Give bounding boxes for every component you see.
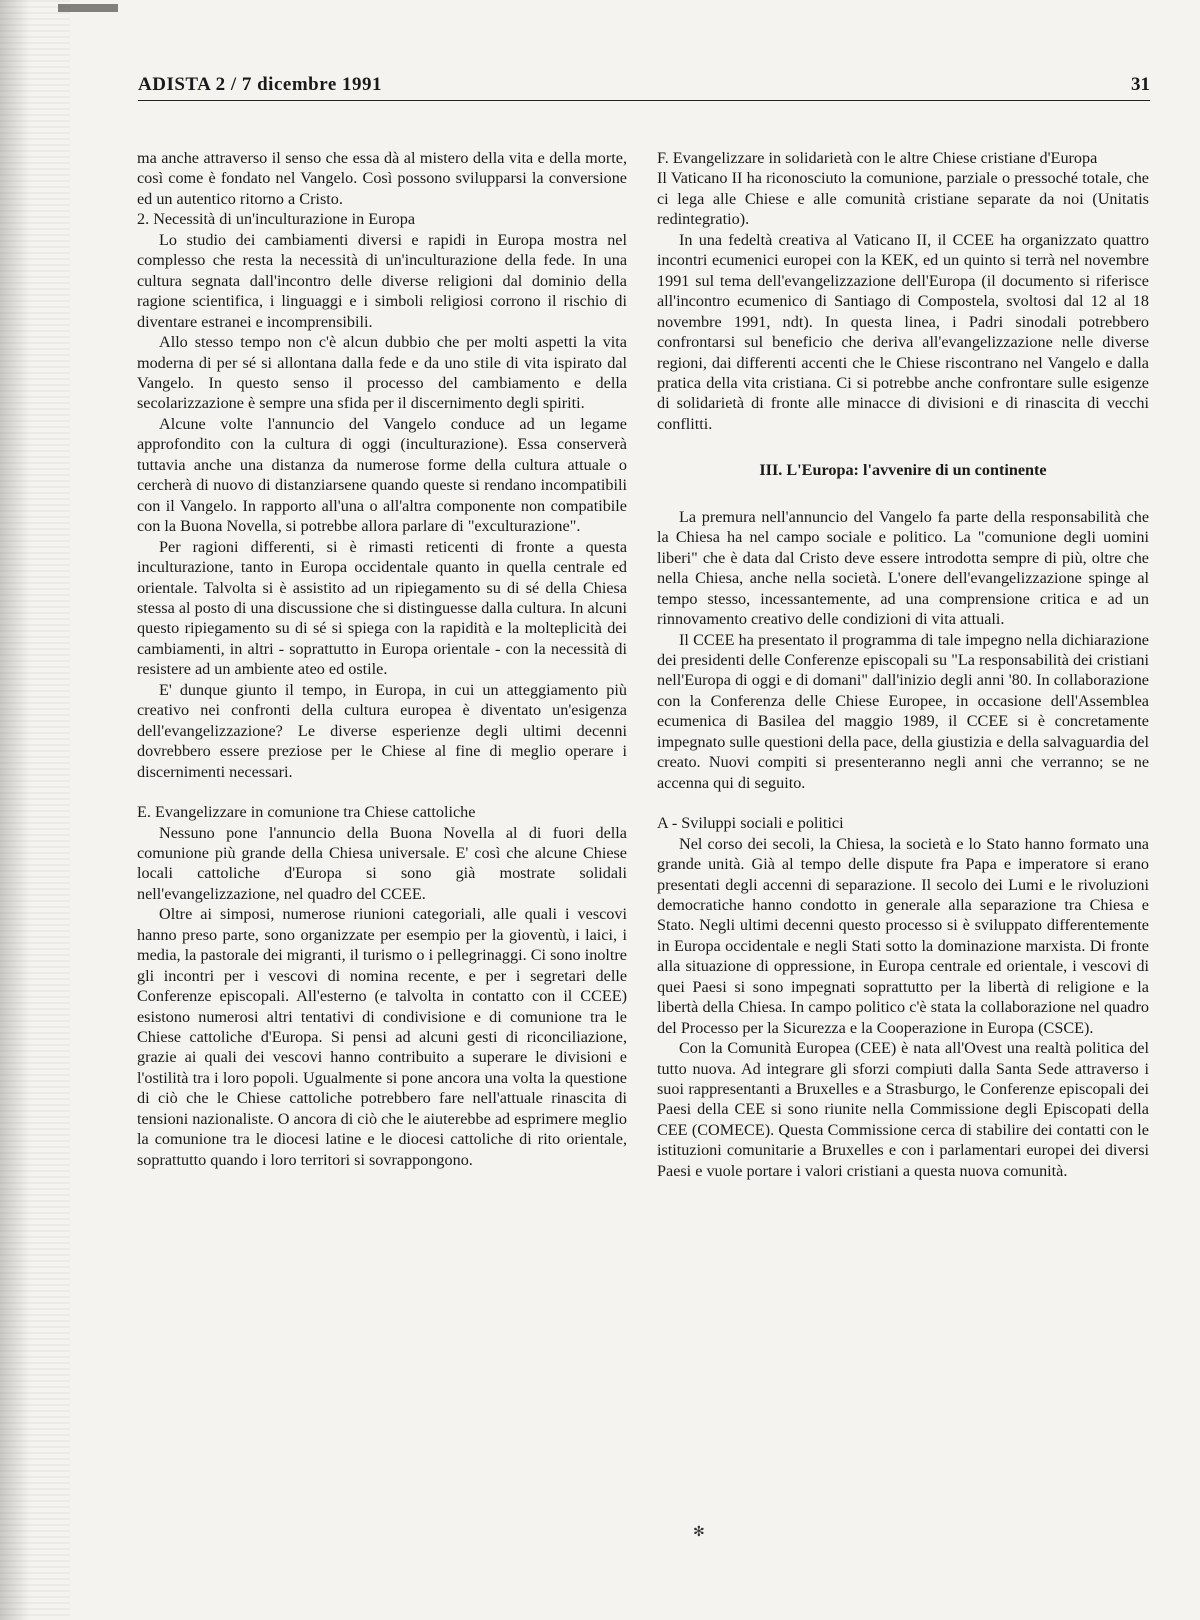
paragraph: Il Vaticano II ha riconosciuto la comunione, parziale o pressoché totale, che ci lega alle Chiese e alle comunità cristiane separate da noi (Unitatis redintegratio). [657, 169, 1149, 229]
scan-speck-mark: ✻ [693, 1525, 705, 1540]
paragraph: E' dunque giunto il tempo, in Europa, in cui un atteggiamento più creativo nei confronti della cultura europea è diventato un'esigenza dell'evangelizzazione? Le diverse esperienze degli ultimi decenni dovrebbero essere preziose per le Chiese al fine di meglio operare i discernimenti necessari. [137, 680, 627, 781]
subheading: E. Evangelizzare in comunione tra Chiese cattoliche [137, 803, 476, 822]
paragraph: Alcune volte l'annuncio del Vangelo conduce ad un legame approfondito con la cultura di oggi (inculturazione). Essa conserverà tuttavia anche una distanza da numerose forme della cultura attuale o cercherà di nuovo di distanziarsene quando queste si rendano incompatibili con il Vangelo. In rapporto all'una o all'altra componente non compatibile con la Buona Novella, si potrebbe allora parlare di "exculturazione". [137, 414, 627, 536]
paragraph: Lo studio dei cambiamenti diversi e rapidi in Europa mostra nel complesso che resta la necessità di un'inculturazione della fede. In una cultura segnata dall'incontro delle diverse religioni dal dominio della ragione scientifica, i linguaggi e i simboli religiosi corrono il rischio di diventare estranei e incomprensibili. [137, 230, 627, 331]
page-number: 31 [1131, 74, 1150, 95]
spacer [657, 481, 1149, 507]
paragraph: Allo stesso tempo non c'è alcun dubbio che per molti aspetti la vita moderna di per sé si allontana dalla fede e da uno stile di vita ispirato dal Vangelo. In questo senso il processo del cambiamento e della secolarizzazione è sempre una sfida per il discernimento degli spiriti. [137, 333, 627, 413]
subheading: F. Evangelizzare in solidarietà con le altre Chiese cristiane d'Europa [657, 149, 1098, 167]
spacer [657, 434, 1149, 460]
paragraph: Nessuno pone l'annuncio della Buona Novella al di fuori della comunione più grande della Chiesa universale. E' così che alcune Chiese locali cattoliche d'Europa si sono già mostrate solidali nell'evangelizzazione, nel quadro del CCEE. [137, 823, 627, 903]
scan-corner-mark [58, 4, 118, 12]
paragraph: Il CCEE ha presentato il programma di tale impegno nella dichiarazione dei presidenti delle Conferenze episcopali su "La responsabilità dei cristiani nell'Europa di oggi e di domani" dall'inizio degli anni '80. In collaborazione con la Conferenza delle Chiese Europee, in occasione dell'Assemblea ecumenica di Basilea del maggio 1989, il CCEE si è concretamente impegnato sulle questioni della pace, della giustizia e della salvaguardia del creato. Nuovi compiti si presenteranno negli anni che verranno; se ne accenna qui di seguito. [657, 630, 1149, 792]
paragraph: In una fedeltà creativa al Vaticano II, il CCEE ha organizzato quattro incontri ecumenici europei con la KEK, ed un quinto si terrà nel novembre 1991 sul tema dell'evangelizzazione dell'Europa (il documento si riferisce all'incontro ecumenico di Santiago di Compostela, svoltosi dal 12 al 18 novembre 1991, ndt). In questa linea, i Padri sinodali potrebbero confrontarsi sul beneficio che deriva all'evangelizzazione nelle diverse regioni, dai differenti accenti che le Chiese riscontrano nel Vangelo e dalla pratica della vita cristiana. Ci si potrebbe anche confrontare sulle esigenze di solidarietà di fronte alle minacce di divisioni e di rinascita di vecchi conflitti. [657, 230, 1149, 433]
paragraph: Nel corso dei secoli, la Chiesa, la società e lo Stato hanno formato una grande unità. Già al tempo delle dispute fra Papa e imperatore si erano presentati degli accenni di separazione. Il secolo dei Lumi e le rivoluzioni democratiche hanno condotto in generale alla separazione tra Chiesa e Stato. Negli ultimi decenni questo processo si è sviluppato differentemente in Europa occidentale e negli Stati sotto la dominazione marxista. Di fronte alla situazione di oppressione, in Europa centrale ed orientale, i vescovi di quei Paesi si sono impegnati soprattutto per la libertà di religione e la libertà della Chiesa. In campo politico c'è stata la collaborazione nel quadro del Processo per la Sicurezza e la Cooperazione in Europa (CSCE). [657, 834, 1149, 1037]
subheading: A - Sviluppi sociali e politici [657, 814, 844, 833]
page-header [138, 72, 1150, 101]
spacer [137, 782, 627, 802]
paragraph: Per ragioni differenti, si è rimasti reticenti di fronte a questa inculturazione, tanto in Europa occidentale quanto in quella centrale ed orientale. Talvolta si è assistito ad un ripiegamento su di sé della Chiesa stessa al posto di una discussione che si distinguesse dalla cultura. In alcuni questo ripiegamento su di sé si spiega con la rapidità e la molteplicità dei cambiamenti, in altri - soprattutto in Europa orientale - con la necessità di resistere ad un ambiente ateo ed ostile. [137, 537, 627, 679]
scan-edge-dark [0, 0, 30, 1620]
left-column [137, 148, 627, 1170]
paragraph: Con la Comunità Europea (CEE) è nata all'Ovest una realtà politica del tutto nuova. Ad integrare gli sforzi compiuti dalla Santa Sede attraverso i suoi rappresentanti a Bruxelles e a Strasburgo, le Conferenze episcopali dei Paesi della CEE si sono riunite nella Commissione degli Episcopati della CEE (COMECE). Questa Commissione cerca di stabilire dei contatti con le istituzioni comunitarie a Bruxelles e con i parlamentari europei dei diversi Paesi e vuole portare i valori cristiani a questa nuova comunità. [657, 1039, 1149, 1180]
subheading: 2. Necessità di un'inculturazione in Europa [137, 210, 416, 229]
publication-title: ADISTA 2 / 7 dicembre 1991 [138, 74, 382, 95]
paragraph: La premura nell'annuncio del Vangelo fa parte della responsabilità che la Chiesa ha nel campo sociale e politico. La "comunione degli uomini liberi" che è data dal Cristo deve essere introdotta sempre di più, oltre che nella Chiesa, anche nella società. L'onere dell'evangelizzazione spinge al tempo stesso, incessantemente, ad una comprensione critica e ad un rinnovamento creativo delle condizioni di vita attuali. [657, 507, 1149, 629]
right-column [657, 148, 1149, 1181]
section-heading: III. L'Europa: l'avvenire di un continente [759, 461, 1047, 480]
spacer [657, 793, 1149, 813]
paragraph: ma anche attraverso il senso che essa dà al mistero della vita e della morte, così come è fondato nel Vangelo. Così possono svilupparsi la conversione ed un autentico ritorno a Cristo. [137, 149, 627, 208]
paragraph: Oltre ai simposi, numerose riunioni categoriali, alle quali i vescovi hanno preso parte, sono organizzate per esempio per la gioventù, i laici, i media, la pastorale dei migranti, il turismo o i pellegrinaggi. Ci sono inoltre gli incontri per i vescovi di nomina recente, e per i segretari delle Conferenze episcopali. All'esterno (e talvolta in contatto con il CCEE) esistono numerosi altri tentativi di condivisione e di comunione tra le Chiese cattoliche d'Europa. Si pensi ad alcuni gesti di riconciliazione, grazie ai quali dei vescovi hanno contribuito a superare le divisioni e l'ostilità tra i loro popoli. Ugualmente si pone ancora una volta la questione di ciò che le Chiese cattoliche potrebbero fare nell'attuale rinascita di tensioni nazionaliste. O ancora di ciò che le aiuterebbe ad esprimere meglio la comunione tra le diocesi latine e le diocesi cattoliche di rito orientale, soprattutto quando i loro territori si sovrappongono. [137, 905, 627, 1169]
